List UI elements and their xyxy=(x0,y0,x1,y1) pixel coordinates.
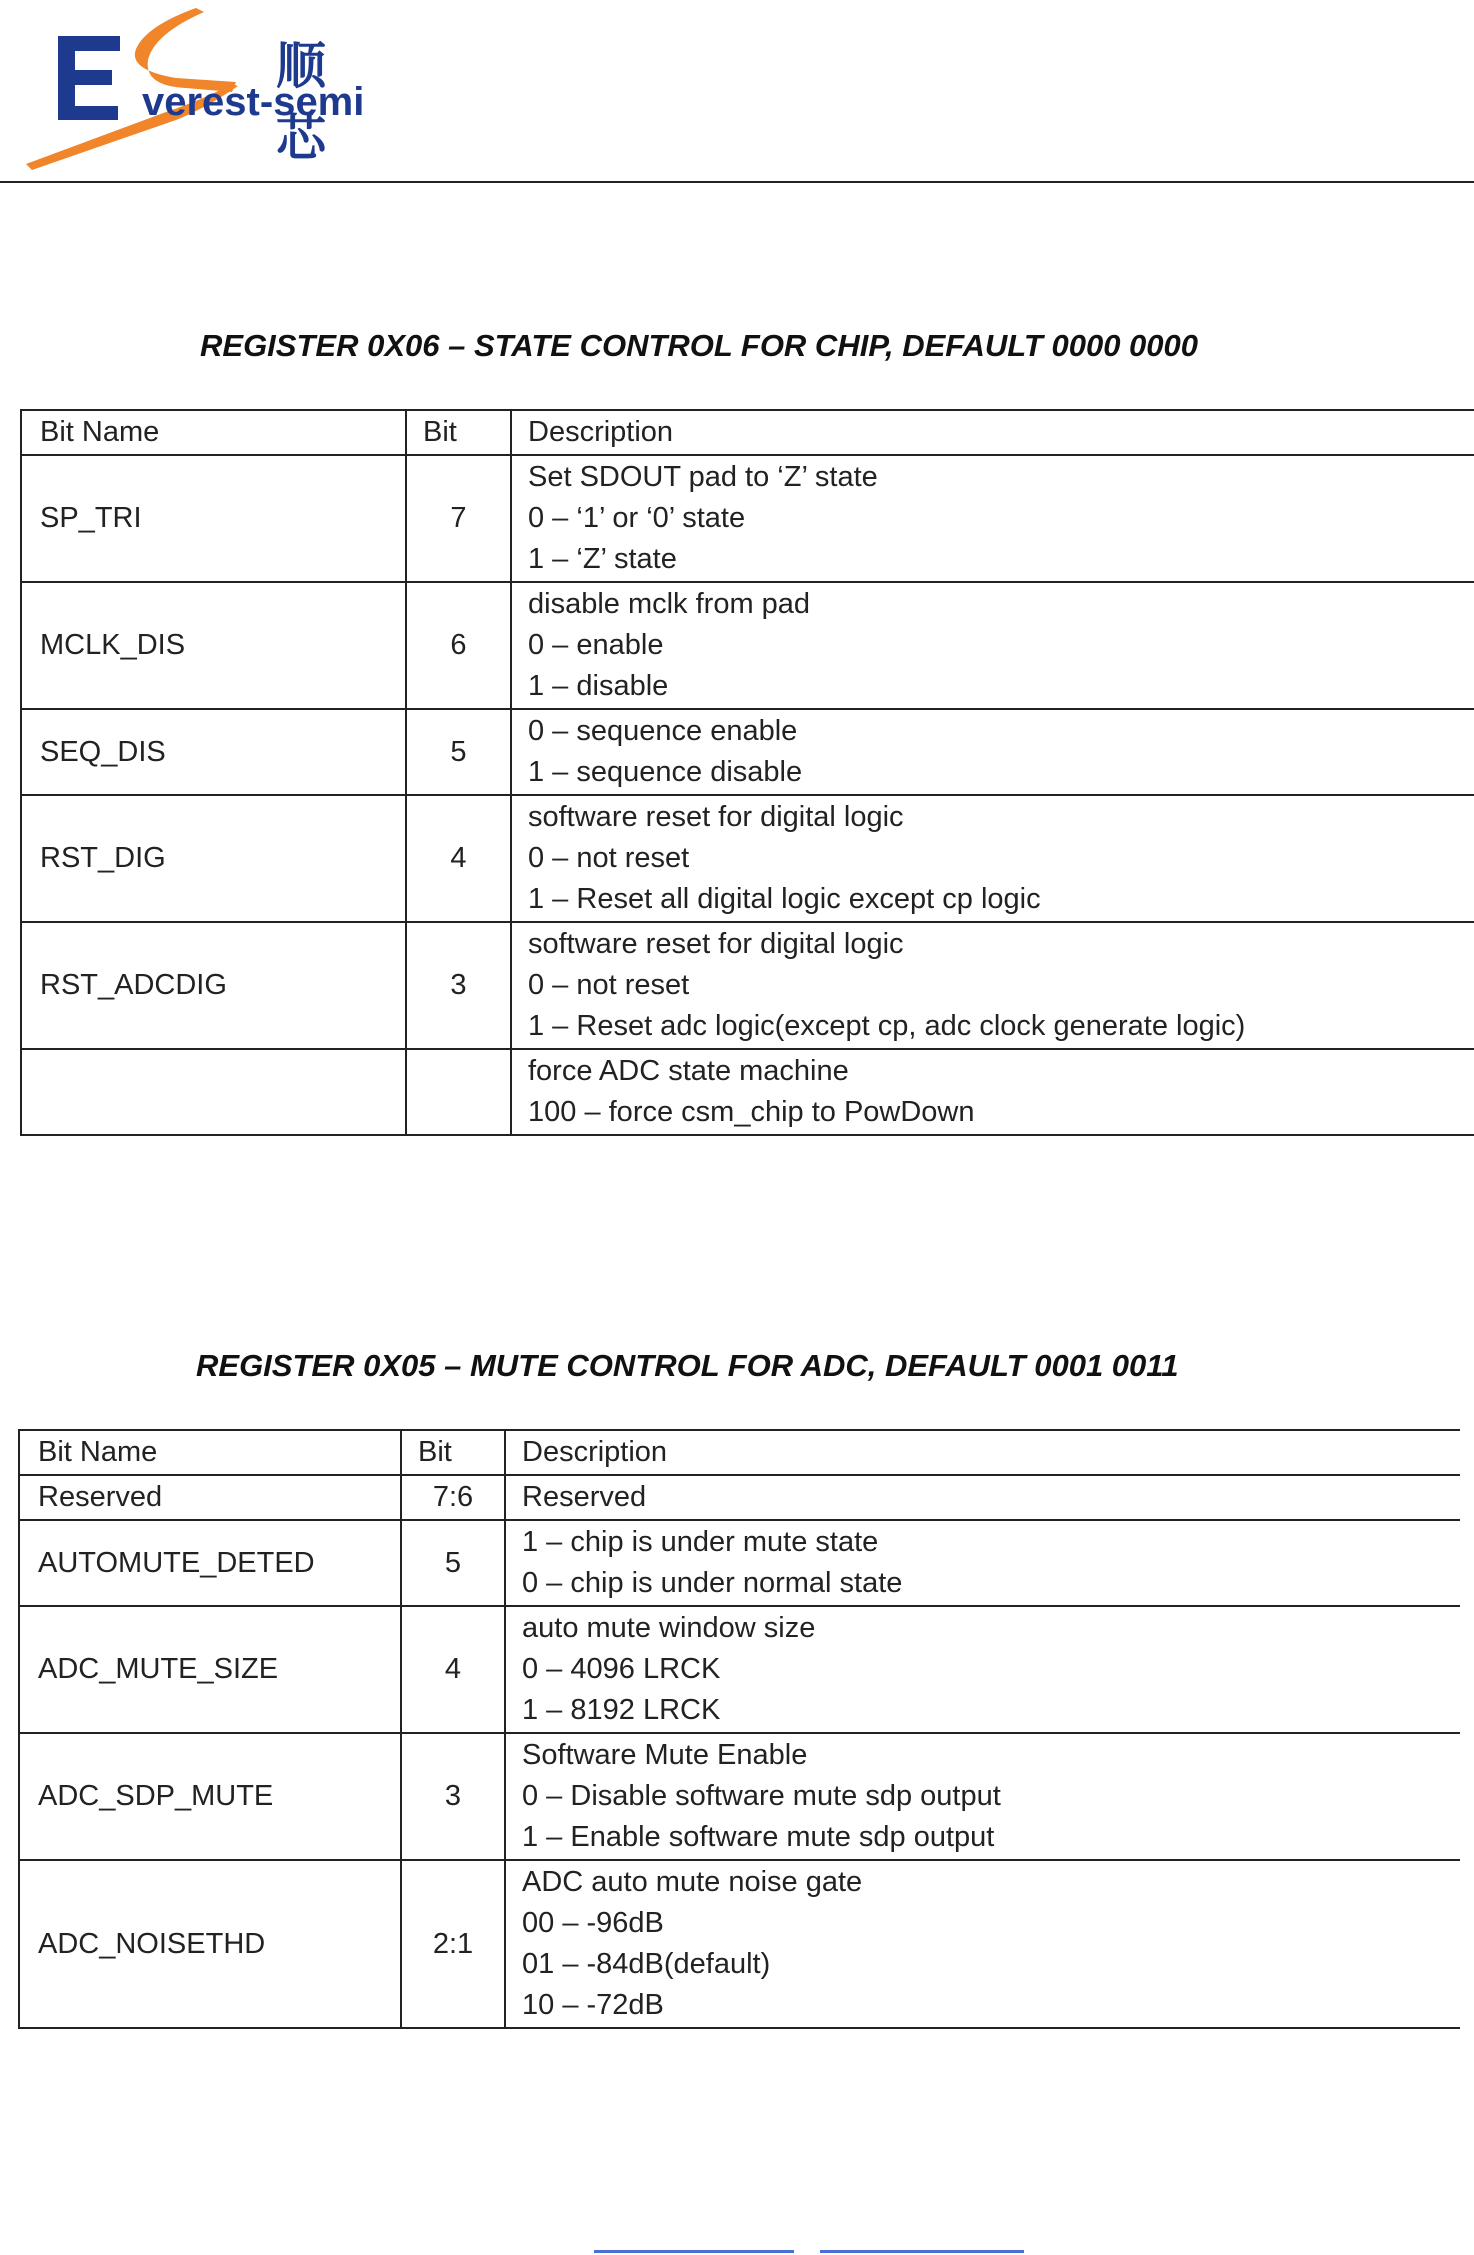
description-cell xyxy=(511,1049,1474,1135)
description-line: 1 – Reset adc logic(except cp, adc clock generate logic) xyxy=(528,1010,1246,1042)
description-line: 1 – ‘Z’ state xyxy=(528,543,677,575)
description-line: software reset for digital logic xyxy=(528,928,904,960)
bit-cell: 5 xyxy=(406,709,511,795)
table-row xyxy=(21,1049,1474,1135)
bit-cell xyxy=(406,1049,511,1135)
description-line: 100 – force csm_chip to PowDown xyxy=(528,1096,975,1128)
bit-name-cell: ADC_MUTE_SIZE xyxy=(19,1606,401,1733)
footer-link-underline[interactable] xyxy=(820,2250,1024,2253)
register-0x05-rows xyxy=(19,1475,1460,2028)
table-header-row xyxy=(21,410,1474,455)
description-cell xyxy=(505,1860,1460,2028)
bit-cell: 6 xyxy=(406,582,511,709)
bit-cell: 5 xyxy=(401,1520,505,1606)
bit-cell: 4 xyxy=(401,1606,505,1733)
description-line: Software Mute Enable xyxy=(522,1739,808,1771)
register-0x06-rows xyxy=(21,455,1474,1135)
description-line: ADC auto mute noise gate xyxy=(522,1866,863,1898)
column-header-bit: Bit xyxy=(406,410,511,455)
description-line: 1 – 8192 LRCK xyxy=(522,1694,721,1726)
bit-name-cell: MCLK_DIS xyxy=(21,582,406,709)
bit-name-cell: RST_ADCDIG xyxy=(21,922,406,1049)
footer-link-underline[interactable] xyxy=(594,2250,794,2253)
description-cell xyxy=(511,582,1474,709)
table-header-row xyxy=(19,1430,1460,1475)
header-divider xyxy=(0,181,1474,183)
description-line: 1 – sequence disable xyxy=(528,756,803,788)
description-line: 1 – chip is under mute state xyxy=(522,1526,879,1558)
bit-name-cell: Reserved xyxy=(19,1475,401,1520)
bit-name-cell xyxy=(21,1049,406,1135)
description-line: 01 – -84dB(default) xyxy=(522,1948,771,1980)
description-line: Set SDOUT pad to ‘Z’ state xyxy=(528,461,878,493)
description-cell xyxy=(511,709,1474,795)
description-line: 0 – 4096 LRCK xyxy=(522,1653,721,1685)
description-line: 0 – ‘1’ or ‘0’ state xyxy=(528,502,746,534)
column-header-bit-name: Bit Name xyxy=(19,1430,401,1475)
table-row xyxy=(19,1860,1460,2028)
column-header-bit-name: Bit Name xyxy=(21,410,406,455)
bit-name-cell: SP_TRI xyxy=(21,455,406,582)
description-line: 00 – -96dB xyxy=(522,1907,664,1939)
register-0x06-title: REGISTER 0X06 – STATE CONTROL FOR CHIP, DEFAULT 0000 0000 xyxy=(200,328,1199,363)
register-0x05-table xyxy=(18,1429,1460,2021)
bit-name-cell: SEQ_DIS xyxy=(21,709,406,795)
bit-cell: 2:1 xyxy=(401,1860,505,2028)
description-line: 0 – not reset xyxy=(528,842,690,874)
logo-english-text: verest-semi xyxy=(142,80,365,124)
register-0x06-table xyxy=(20,409,1474,1128)
description-line: 0 – sequence enable xyxy=(528,715,798,747)
table-row xyxy=(19,1733,1460,1860)
description-line: auto mute window size xyxy=(522,1612,816,1644)
description-line: Reserved xyxy=(522,1481,647,1513)
table-row xyxy=(21,922,1474,1049)
bit-name-cell: AUTOMUTE_DETED xyxy=(19,1520,401,1606)
description-cell xyxy=(505,1733,1460,1860)
description-line: 0 – not reset xyxy=(528,969,690,1001)
table-row xyxy=(19,1606,1460,1733)
column-header-bit: Bit xyxy=(401,1430,505,1475)
bit-name-cell: RST_DIG xyxy=(21,795,406,922)
column-header-description: Description xyxy=(505,1430,1460,1475)
description-cell xyxy=(511,455,1474,582)
bit-cell: 7:6 xyxy=(401,1475,505,1520)
description-cell xyxy=(505,1475,1460,1520)
description-line: 0 – enable xyxy=(528,629,664,661)
bit-name-cell: ADC_NOISETHD xyxy=(19,1860,401,2028)
description-line: 0 – Disable software mute sdp output xyxy=(522,1780,1001,1812)
description-line: 1 – Reset all digital logic except cp logic xyxy=(528,883,1041,915)
description-line: 1 – Enable software mute sdp output xyxy=(522,1821,995,1853)
description-line: 0 – chip is under normal state xyxy=(522,1567,903,1599)
bit-cell: 7 xyxy=(406,455,511,582)
bit-name-cell: ADC_SDP_MUTE xyxy=(19,1733,401,1860)
description-cell xyxy=(511,795,1474,922)
description-line: 10 – -72dB xyxy=(522,1989,664,2021)
table-row xyxy=(21,709,1474,795)
company-logo xyxy=(26,4,366,174)
table-row xyxy=(21,455,1474,582)
table-row xyxy=(19,1475,1460,1520)
bit-cell: 3 xyxy=(401,1733,505,1860)
logo-chinese-text: 顺芯 xyxy=(276,37,327,167)
bit-cell: 4 xyxy=(406,795,511,922)
bit-cell: 3 xyxy=(406,922,511,1049)
description-line: 1 – disable xyxy=(528,670,669,702)
description-cell xyxy=(511,922,1474,1049)
description-cell xyxy=(505,1520,1460,1606)
description-line: force ADC state machine xyxy=(528,1055,849,1087)
table-row xyxy=(21,795,1474,922)
table-row xyxy=(19,1520,1460,1606)
column-header-description: Description xyxy=(511,410,1474,455)
table-row xyxy=(21,582,1474,709)
description-line: disable mclk from pad xyxy=(528,588,811,620)
description-line: software reset for digital logic xyxy=(528,801,904,833)
description-cell xyxy=(505,1606,1460,1733)
register-0x05-title: REGISTER 0X05 – MUTE CONTROL FOR ADC, DEFAULT 0001 0011 xyxy=(196,1348,1179,1383)
